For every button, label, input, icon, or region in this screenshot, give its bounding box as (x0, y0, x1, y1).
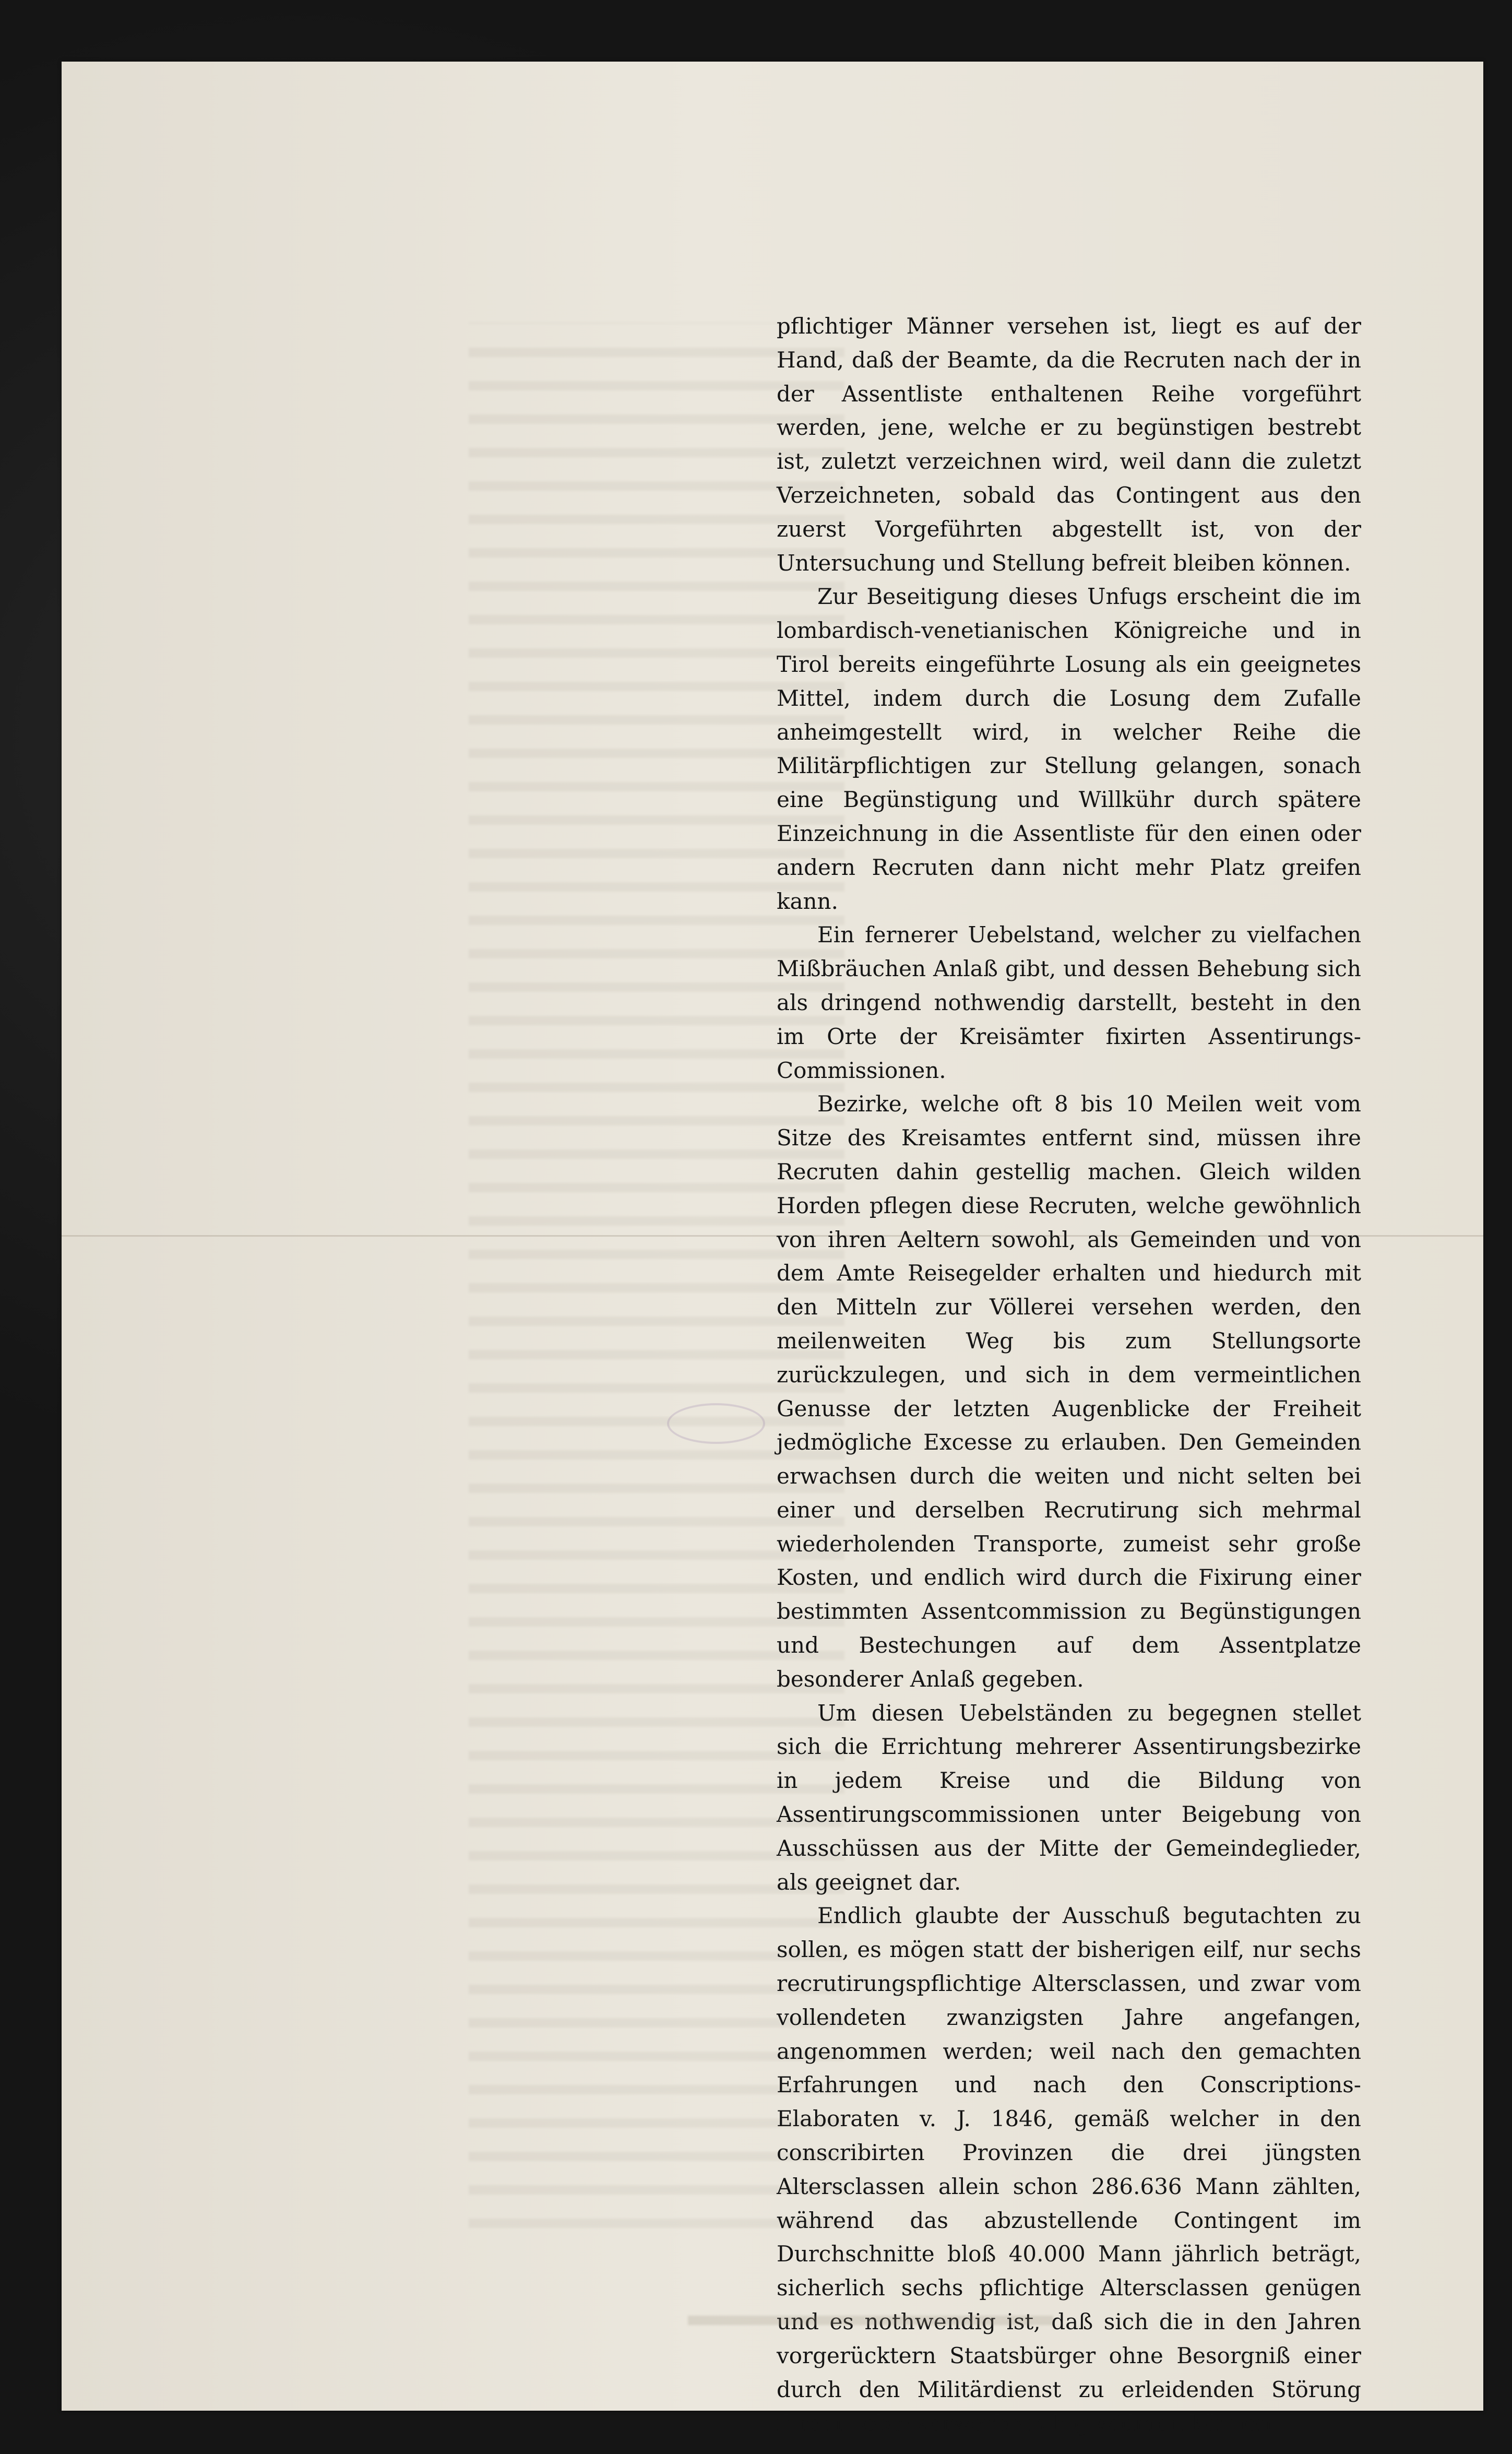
paragraph-2: Zur Beseitigung dieses Unfugs erscheint die im lombardisch-venetianischen Königreiche und in Tirol bereits eingeführte Losung als ein geeignetes Mittel, indem durch die Losung dem Zufalle anheimgestellt wird, in welcher Reihe die Militärpflichtigen zur Stellung gelangen, sonach eine Begünstigung und Willkühr durch spätere Einzeichnung in die Assentliste für den einen oder andern Recruten dann nicht mehr Platz greifen kann. (777, 584, 1361, 914)
paragraph-4: Bezirke, welche oft 8 bis 10 Meilen weit vom Sitze des Kreisamtes entfernt sind, müssen ihre Recruten dahin gestellig machen. Gleich wilden Horden pflegen diese Recruten, welche gewöhnlich von ihren Aeltern sowohl, als Gemeinden und von dem Amte Reisegelder erhalten und hiedurch mit den Mitteln zur Völlerei versehen werden, den meilenweiten Weg bis zum Stellungsorte zurückzulegen, und sich in dem vermeintlichen Genusse der letzten Augenblicke der Freiheit jedmögliche Excesse zu erlauben. Den Gemeinden erwachsen durch die weiten und nicht selten bei einer und derselben Recrutirung sich mehrmal wiederholenden Transporte, zumeist sehr große Kosten, und endlich wird durch die Fixirung einer bestimmten Assentcommission zu Begünstigungen und Bestechungen auf dem Assentplatze besonderer Anlaß gegeben. (777, 1091, 1361, 1692)
paragraph-1: pflichtiger Männer versehen ist, liegt es auf der Hand, daß der Beamte, da die Recruten nach der in der Assentliste enthaltenen Reihe vorgeführt werden, jene, welche er zu begünstigen bestrebt ist, zuletzt verzeichnen wird, weil dann die zuletzt Verzeichneten, sobald das Contingent aus den zuerst Vorgeführten abgestellt ist, von der Untersuchung und Stellung befreit bleiben können. (777, 313, 1361, 576)
document-page (62, 62, 1483, 2436)
faint-stamp (667, 1403, 765, 1444)
paragraph-5: Um diesen Uebelständen zu begegnen stellet sich die Errichtung mehrerer Assentirungsbezirke in jedem Kreise und die Bildung von Assentirungscommissionen unter Beigebung von Ausschüssen aus der Mitte der Gemeindeglieder, als geeignet dar. (777, 1700, 1361, 1895)
main-text-column (777, 310, 1361, 2440)
paragraph-6: Endlich glaubte der Ausschuß begutachten zu sollen, es mögen statt der bisherigen eilf, nur sechs recrutirungspflichtige Altersclassen, und zwar vom vollendeten zwanzigsten Jahre angefangen, angenommen werden; weil nach den gemachten Erfahrungen und nach den Conscriptions-Elaboraten v. J. 1846, gemäß welcher in den conscribirten Provinzen die drei jüngsten Altersclassen allein schon 286.636 Mann zählten, während das abzustellende Contingent im Durchschnitte bloß 40.000 Mann jährlich beträgt, sicherlich sechs pflichtige Altersclassen genügen und es nothwendig ist, daß sich die in den Jahren vorgerücktern Staatsbürger ohne Besorgniß einer durch den Militärdienst zu erleidenden Störung ihrem Lebenserwerbe ruhig widmen können. (777, 1903, 1361, 2436)
faint-imprint-line (688, 2316, 1053, 2325)
paragraph-3: Ein fernerer Uebelstand, welcher zu vielfachen Mißbräuchen Anlaß gibt, und dessen Behebung sich als dringend nothwendig darstellt, besteht in den im Orte der Kreisämter fixirten Assentirungs-Commissionen. (777, 922, 1361, 1083)
